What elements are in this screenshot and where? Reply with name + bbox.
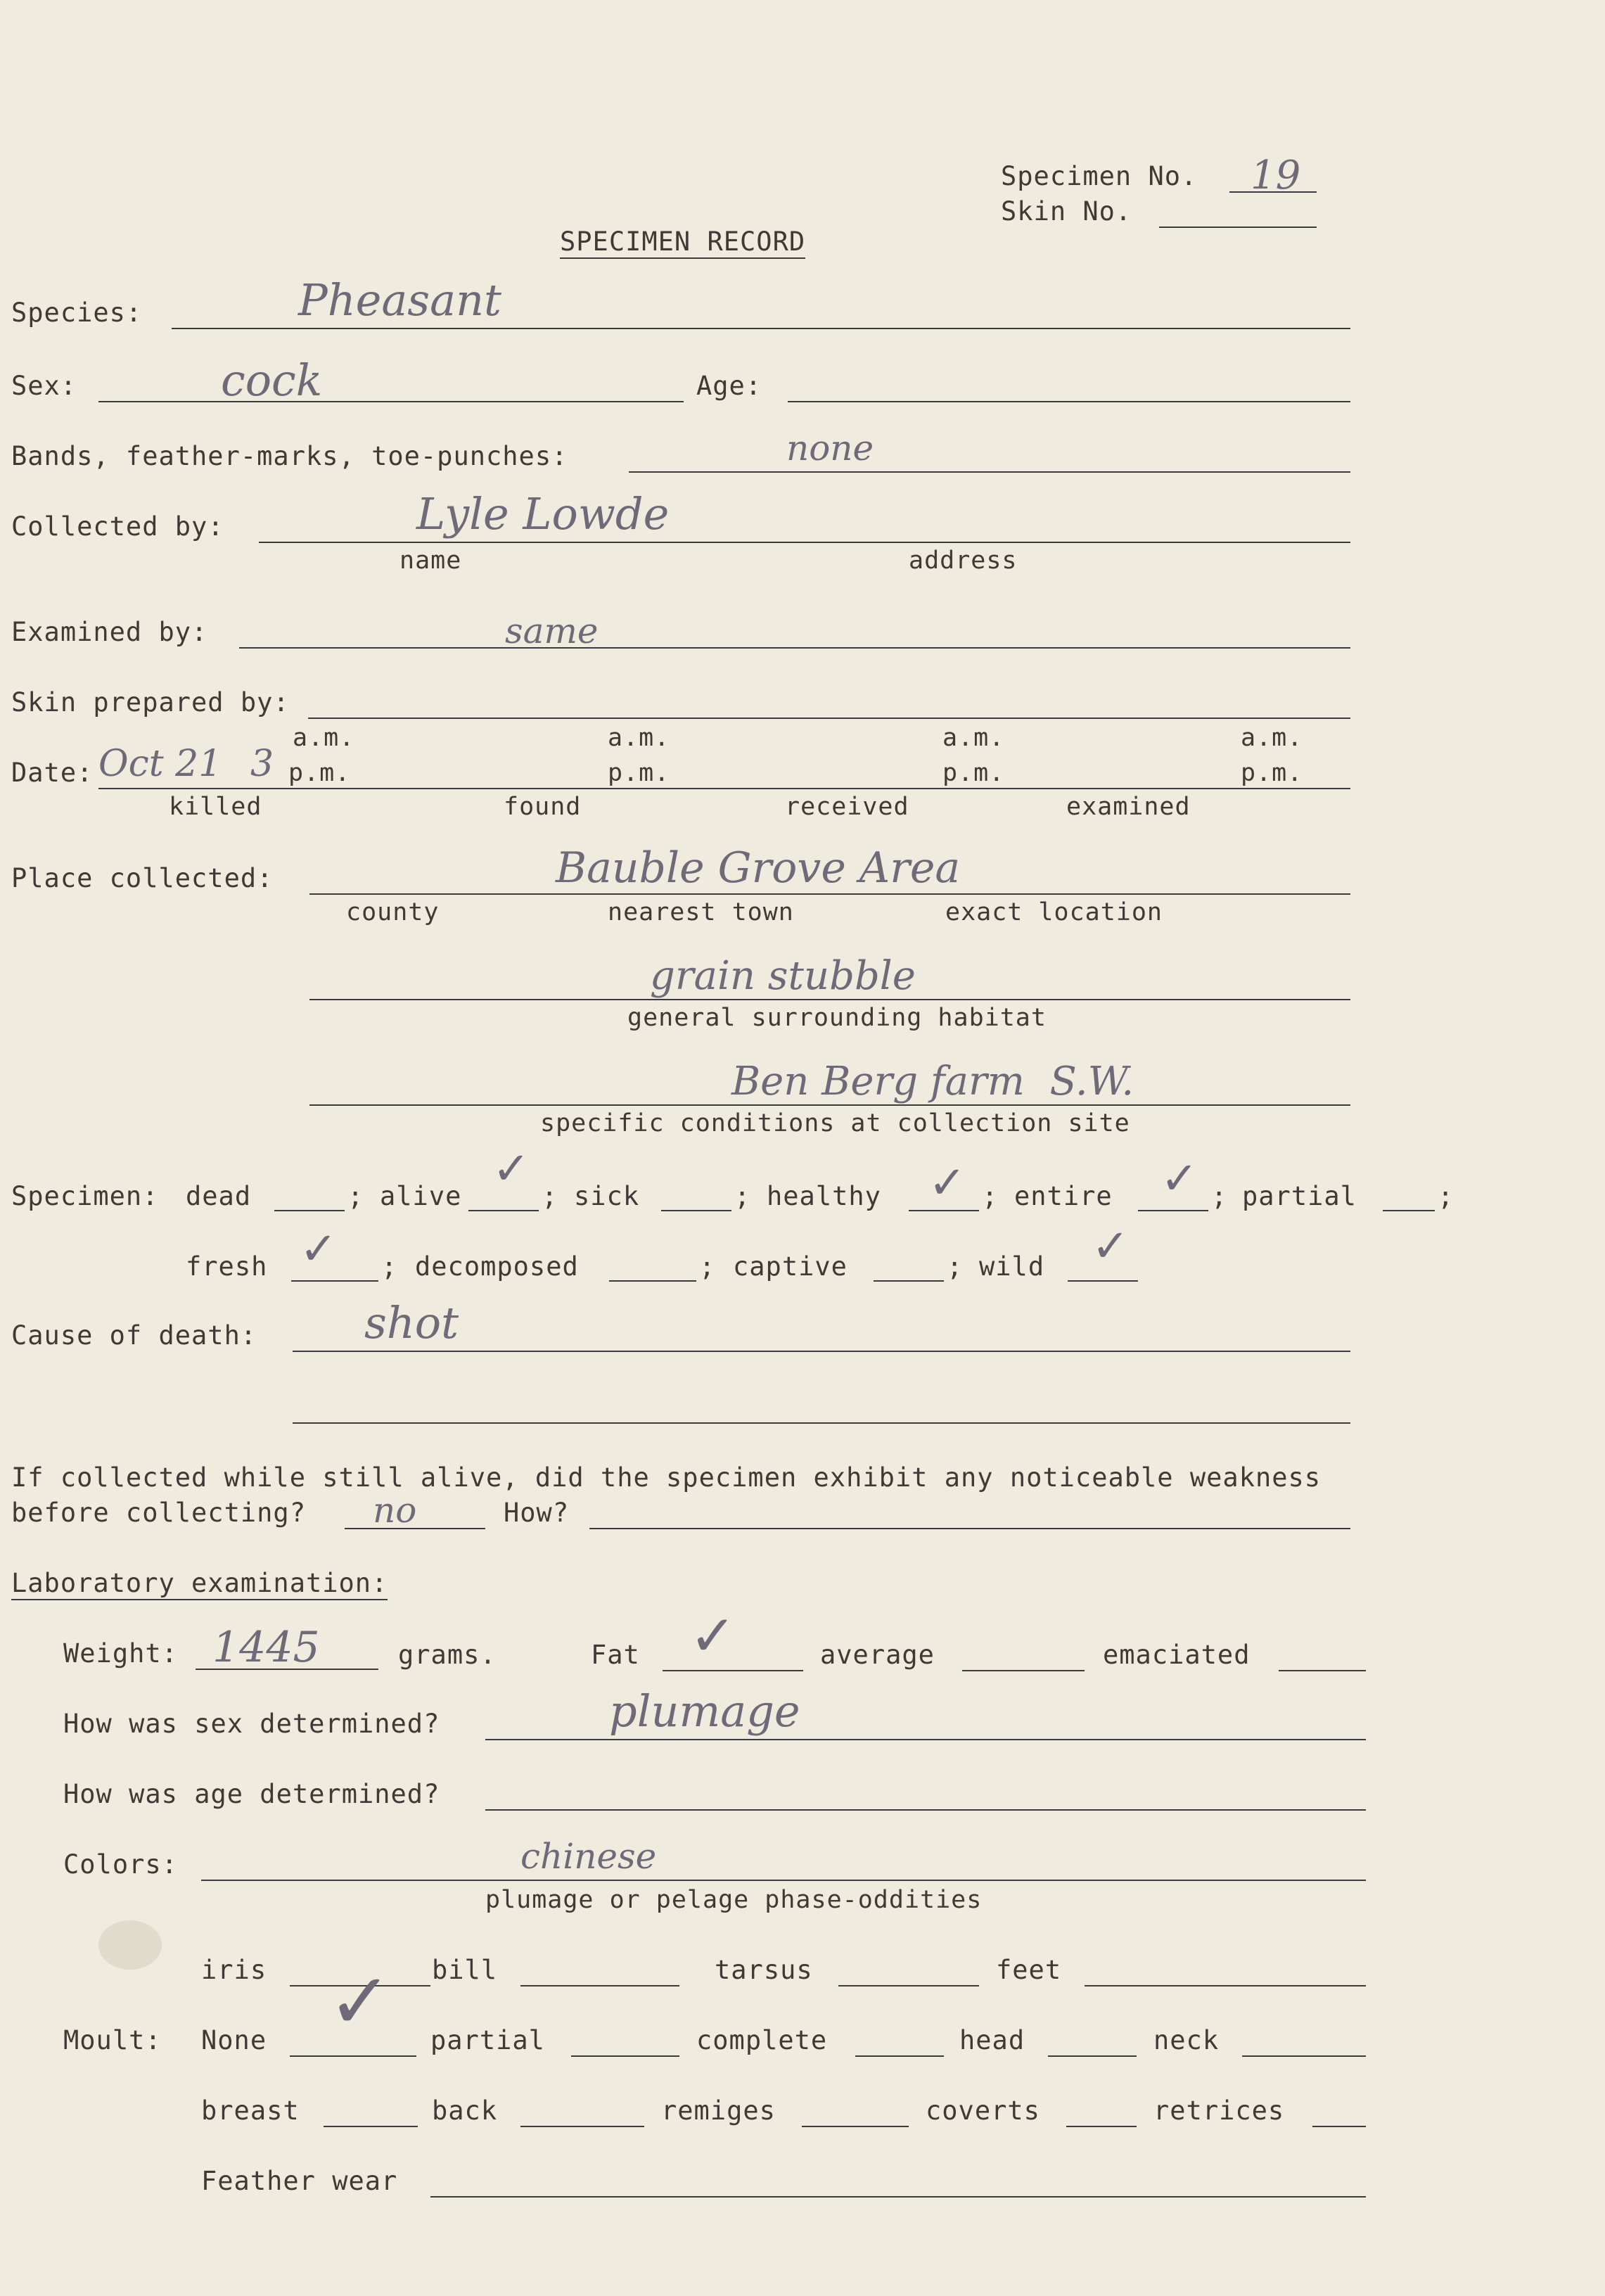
cause-line-2 (293, 1422, 1350, 1424)
decomposed-label: decomposed (415, 1251, 579, 1282)
feet-line (1085, 1985, 1366, 1986)
dead-label: dead (186, 1181, 252, 1211)
retrices-label: retrices (1153, 2096, 1285, 2126)
moult-partial-label: partial (430, 2025, 545, 2055)
skin-no-line (1159, 227, 1317, 228)
back-label: back (432, 2096, 498, 2126)
remiges-label: remiges (661, 2096, 776, 2126)
paper-stain (98, 1920, 162, 1970)
alive-line (468, 1210, 539, 1211)
place-label: Place collected: (11, 863, 274, 893)
weight-label: Weight: (63, 1638, 178, 1669)
am-examined: a.m. (1241, 724, 1303, 752)
entire-check: ✓ (1160, 1153, 1198, 1205)
conditions-line (309, 1104, 1350, 1106)
alive-question-line1: If collected while still alive, did the specimen exhibit any noticeable weakness (11, 1462, 1322, 1493)
pm-examined: p.m. (1241, 759, 1303, 787)
sick-label: sick (574, 1181, 640, 1211)
form-title: SPECIMEN RECORD (560, 229, 805, 259)
pm-found: p.m. (608, 759, 670, 787)
exact-location-caption: exact location (945, 898, 1163, 926)
county-caption: county (346, 898, 440, 926)
skin-prepared-label: Skin prepared by: (11, 687, 290, 718)
bill-label: bill (432, 1955, 498, 1985)
cause-line (293, 1351, 1350, 1352)
collected-by-label: Collected by: (11, 511, 224, 542)
specimen-record-page: Specimen No. 19 Skin No. SPECIMEN RECORD Species: Pheasant Sex: cock Age: Bands, feather-marks, toe-punches: none Collected by: Lyle Lowde name address Examined by: same Skin prepared by: a.m. a.m. a.m. a.m. Date: Oct 21 3 p.m. p.m. p.m. p.m. killed found received examined Place collected: Bauble Grove Area county nearest town exact location grain stubble general surrounding habitat Ben Berg farm S.W. specific conditions at collection site Specimen: dead ; alive ✓ ; sick ; healthy ✓ ; entire ✓ ; partial ; fresh ✓ ; decomposed ; captive ; wild ✓ Cause of death: shot If collected while still alive, did the specimen exhibit any noticeable weakness before collecting? no How? Laboratory examination: Weight: 1445 grams. Fat ✓ average emaciated How was sex determined? plumage How was age determined? Colors: chinese plumage or pelage phase-oddities iris bill tarsus feet Moult: None ✓ partial complete head neck breast back remiges coverts retrices Feather wear (11, 153, 1454, 2196)
sex-line (98, 401, 684, 402)
date-value: Oct 21 (98, 743, 222, 785)
emaciated-label: emaciated (1103, 1640, 1251, 1670)
fat-label: Fat (591, 1640, 640, 1670)
specimen-no-label: Specimen No. (1001, 161, 1198, 191)
tarsus-line (838, 1985, 979, 1986)
bands-label: Bands, feather-marks, toe-punches: (11, 441, 568, 471)
coverts-label: coverts (926, 2096, 1040, 2126)
alive-check: ✓ (492, 1143, 530, 1195)
species-label: Species: (11, 298, 143, 328)
date-line (98, 788, 1350, 789)
fat-check: ✓ (689, 1603, 737, 1669)
neck-line (1242, 2055, 1366, 2057)
sex-answer-value: plumage (609, 1685, 800, 1737)
skin-no-label: Skin No. (1001, 196, 1132, 227)
healthy-line (909, 1210, 979, 1211)
how-line (589, 1528, 1350, 1529)
wild-line (1068, 1280, 1138, 1282)
grams-label: grams. (398, 1640, 497, 1670)
received-caption: received (785, 793, 909, 821)
sex-question: How was sex determined? (63, 1709, 440, 1739)
age-question: How was age determined? (63, 1779, 440, 1809)
emaciated-line (1279, 1670, 1366, 1671)
sick-line (661, 1210, 731, 1211)
bill-line (520, 1985, 679, 1986)
habitat-line (309, 999, 1350, 1000)
moult-none-line (290, 2055, 416, 2057)
partial-specimen-line (1383, 1210, 1435, 1211)
breast-label: breast (201, 2096, 300, 2126)
collected-by-value: Lyle Lowde (416, 488, 670, 540)
remiges-line (802, 2126, 909, 2127)
specimen-label: Specimen: (11, 1181, 159, 1211)
fresh-label: fresh (186, 1251, 268, 1282)
wild-label: wild (979, 1251, 1045, 1282)
moult-none-check: ✓ (328, 1956, 393, 2046)
bands-line (629, 471, 1350, 473)
habitat-caption: general surrounding habitat (627, 1004, 1047, 1032)
alive-question-line2: before collecting? (11, 1498, 306, 1528)
habitat-value: grain stubble (650, 953, 916, 999)
neck-label: neck (1153, 2025, 1220, 2055)
examined-by-label: Examined by: (11, 617, 208, 647)
wild-check: ✓ (1092, 1220, 1130, 1273)
am-found: a.m. (608, 724, 670, 752)
pm-killed: p.m. (288, 759, 351, 787)
name-caption: name (399, 547, 462, 575)
sex-value: cock (221, 355, 323, 406)
tarsus-label: tarsus (715, 1955, 813, 1985)
breast-line (324, 2126, 418, 2127)
lab-label: Laboratory examination: (11, 1570, 388, 1600)
back-line (520, 2126, 644, 2127)
age-answer-line (485, 1809, 1366, 1811)
cause-value: shot (364, 1297, 459, 1348)
retrices-line (1312, 2126, 1366, 2127)
how-label: How? (504, 1498, 570, 1528)
examined-by-value: same (505, 611, 599, 651)
moult-partial-line (571, 2055, 679, 2057)
nearest-town-caption: nearest town (608, 898, 794, 926)
am-killed: a.m. (293, 724, 355, 752)
conditions-caption: specific conditions at collection site (540, 1109, 1130, 1137)
sex-label: Sex: (11, 371, 77, 401)
moult-complete-line (855, 2055, 944, 2057)
sex-answer-line (485, 1739, 1366, 1740)
fresh-check: ✓ (300, 1223, 338, 1275)
found-caption: found (504, 793, 582, 821)
healthy-label: healthy (767, 1181, 881, 1211)
moult-complete-label: complete (696, 2025, 828, 2055)
age-label: Age: (696, 371, 762, 401)
specimen-no-value: 19 (1251, 153, 1301, 198)
average-line (962, 1670, 1085, 1671)
date-label: Date: (11, 758, 94, 788)
dead-line (274, 1210, 345, 1211)
bands-value: none (786, 428, 874, 468)
alive-answer-value: no (373, 1490, 417, 1531)
age-line (788, 401, 1350, 402)
species-line (172, 328, 1350, 329)
moult-label: Moult: (63, 2025, 162, 2055)
pm-received: p.m. (942, 759, 1005, 787)
examined-caption: examined (1066, 793, 1191, 821)
feather-wear-label: Feather wear (201, 2166, 398, 2196)
moult-none-label: None (201, 2025, 267, 2055)
feet-label: feet (996, 1955, 1062, 1985)
address-caption: address (909, 547, 1018, 575)
coverts-line (1066, 2126, 1137, 2127)
am-received: a.m. (942, 724, 1005, 752)
head-label: head (959, 2025, 1025, 2055)
average-label: average (820, 1640, 935, 1670)
entire-label: entire (1014, 1181, 1113, 1211)
species-value: Pheasant (298, 274, 501, 326)
colors-label: Colors: (63, 1849, 178, 1880)
partial-specimen-label: partial (1242, 1181, 1357, 1211)
weight-value: 1445 (212, 1623, 320, 1672)
colors-caption: plumage or pelage phase-oddities (485, 1886, 983, 1914)
decomposed-line (609, 1280, 696, 1282)
examined-by-line (239, 647, 1350, 649)
time-value: 3 (250, 743, 274, 785)
skin-prepared-line (308, 718, 1350, 719)
colors-value: chinese (520, 1836, 657, 1877)
entire-line (1138, 1210, 1208, 1211)
captive-line (874, 1280, 944, 1282)
feather-wear-line (430, 2196, 1366, 2198)
fat-line (663, 1670, 803, 1671)
iris-label: iris (201, 1955, 267, 1985)
healthy-check: ✓ (928, 1157, 966, 1209)
alive-label: alive (380, 1181, 462, 1211)
head-line (1048, 2055, 1137, 2057)
conditions-value: Ben Berg farm S.W. (731, 1059, 1134, 1104)
captive-label: captive (733, 1251, 848, 1282)
killed-caption: killed (169, 793, 262, 821)
place-value: Bauble Grove Area (556, 843, 961, 893)
colors-line (201, 1880, 1366, 1881)
place-line (309, 893, 1350, 895)
collected-by-line (259, 542, 1350, 543)
cause-label: Cause of death: (11, 1320, 257, 1351)
fresh-line (291, 1280, 378, 1282)
